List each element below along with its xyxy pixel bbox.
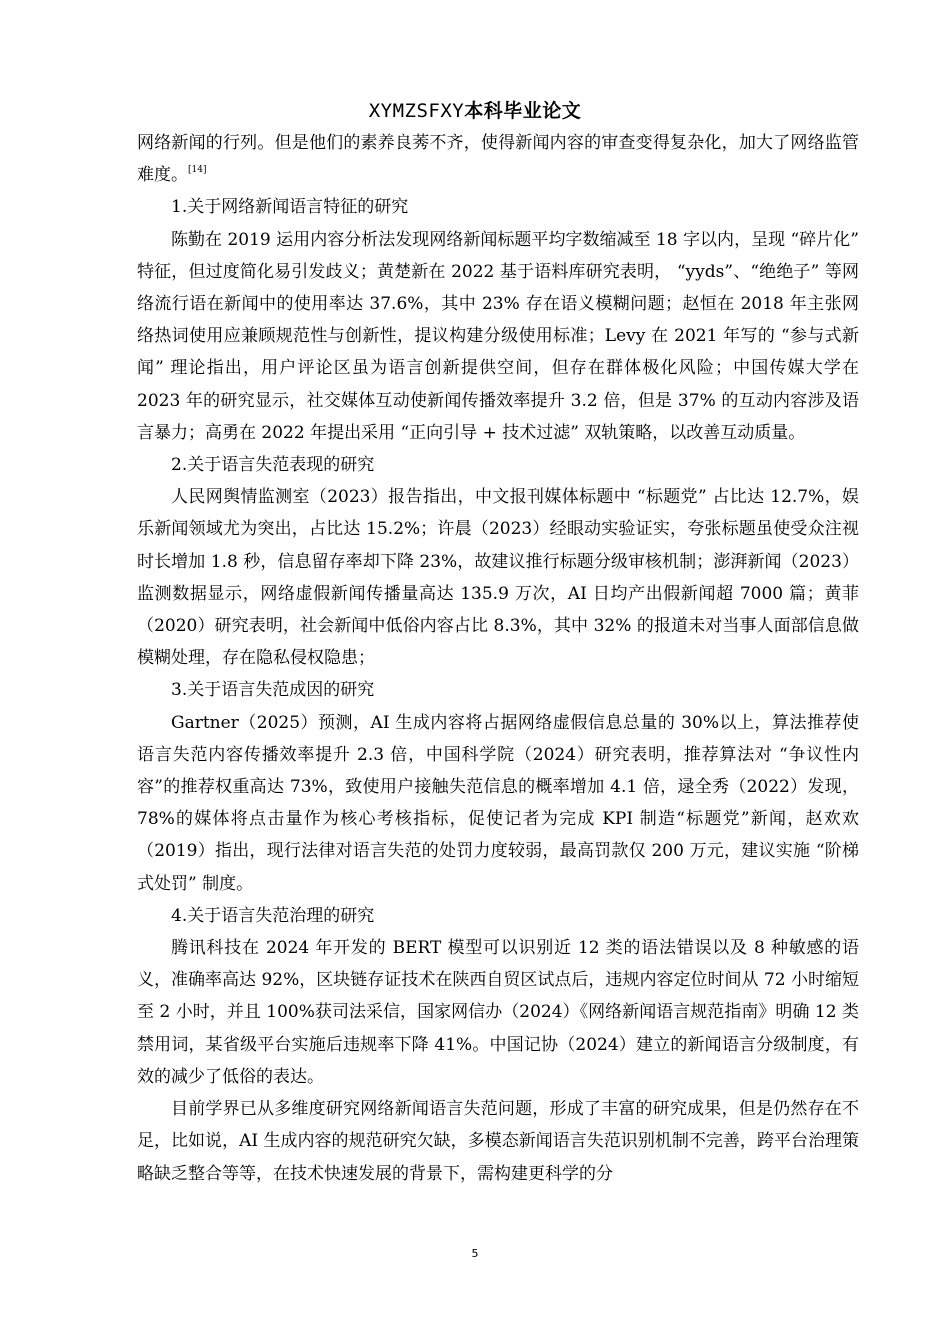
section-heading-2: 2.关于语言失范表现的研究 [171,455,375,476]
citation-ref: [14] [188,165,207,176]
paragraph: 陈勤在 2019 运用内容分析法发现网络新闻标题平均字数缩减至 18 字以内，呈现 “碎片化” 特征，但过度简化易引发歧义；黄楚新在 2022 基于语料库研究表明， “yyds”、“绝绝子” 等网络流行语在新闻中的使用率达 37.6%，其中 23% 存在语义模糊问题；赵恒在 2018 年主张网络热词使用应兼顾规范性与创新性，提议构建分级使用标准；Levy 在 2021 年写的 “参与式新闻” 理论指出，用户评论区虽为语言创新提供空间，但存在群体极化风险；中国传媒大学在 2023 年的研究显示，社交媒体互动使新闻传播效率提升 3.2 倍，但是 37% 的互动内容涉及语言暴力；高勇在 2022 年提出采用 “正向引导 + 技术过滤” 双轨策略，以改善互动质量。 [137,229,859,443]
section-heading-4: 4.关于语言失范治理的研究 [171,905,375,926]
page-header [0,96,950,125]
thesis-label: 本科毕业论文 [464,100,582,122]
paragraph: 目前学界已从多维度研究网络新闻语言失范问题，形成了丰富的研究成果，但是仍然存在不足，比如说，AI 生成内容的规范研究欠缺，多模态新闻语言失范识别机制不完善，跨平台治理策略缺乏整合等等，在技术快速发展的背景下，需构建更科学的分 [137,1099,859,1184]
section-heading-3: 3.关于语言失范成因的研究 [171,680,375,701]
school-code: XYMZSFXY [368,100,465,122]
paragraph: 人民网舆情监测室（2023）报告指出，中文报刊媒体标题中 “标题党” 占比达 12.7%，娱乐新闻领域尤为突出，占比达 15.2%；许晨（2023）经眼动实验证实，夸张标题虽使受众注视时长增加 1.8 秒，信息留存率却下降 23%，故建议推行标题分级审核机制；澎湃新闻（2023）监测数据显示，网络虚假新闻传播量高达 135.9 万次，AI 日均产出假新闻超 7000 篇；黄菲（2020）研究表明，社会新闻中低俗内容占比 8.3%，其中 32% 的报道未对当事人面部信息做模糊处理，存在隐私侵权隐患； [137,487,859,669]
paragraph: Gartner（2025）预测，AI 生成内容将占据网络虚假信息总量的 30%以上，算法推荐使语言失范内容传播效率提升 2.3 倍，中国科学院（2024）研究表明，推荐算法对 “争议性内容”的推荐权重高达 73%，致使用户接触失范信息的概率增加 4.1 倍，逯全秀（2022）发现，78%的媒体将点击量作为核心考核指标，促使记者为完成 KPI 制造“标题党”新闻，赵欢欢（2019）指出，现行法律对语言失范的处罚力度较弱，最高罚款仅 200 万元，建议实施 “阶梯式处罚” 制度。 [137,712,859,894]
section-heading-1: 1.关于网络新闻语言特征的研究 [171,197,409,218]
body-text [137,127,859,1190]
page-number: 5 [471,1247,479,1260]
paragraph: 腾讯科技在 2024 年开发的 BERT 模型可以识别近 12 类的语法错误以及 8 种敏感的语义，准确率高达 92%，区块链存证技术在陕西自贸区试点后，违规内容定位时间从 72 小时缩短至 2 小时，并且 100%获司法采信，国家网信办（2024）《网络新闻语言规范指南》明确 12 类禁用词，某省级平台实施后违规率下降 41%。中国记协（2024）建立的新闻语言分级制度，有效的减少了低俗的表达。 [137,938,859,1087]
paragraph-continuation: 网络新闻的行列。但是他们的素养良莠不齐，使得新闻内容的审查变得复杂化，加大了网络监管难度。[14] [137,133,859,186]
